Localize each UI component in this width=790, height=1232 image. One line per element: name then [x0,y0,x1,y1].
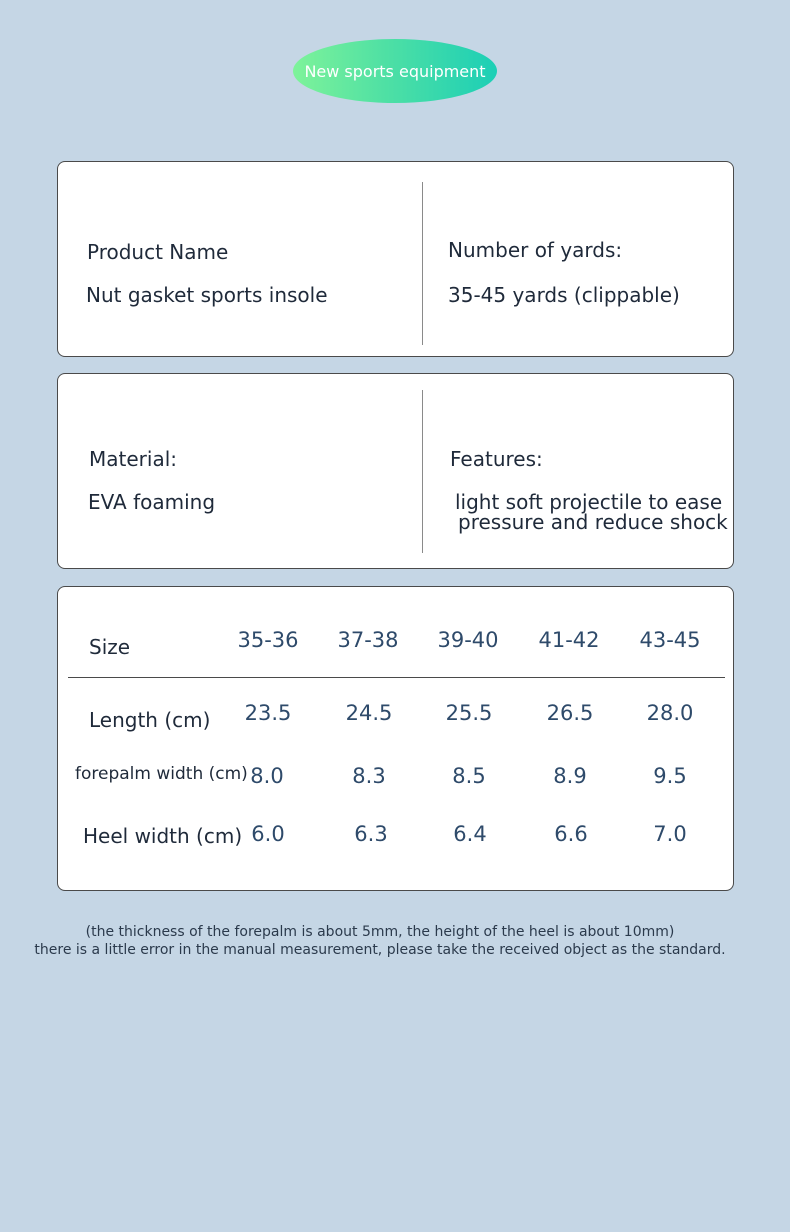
forepalm-width-cell: 8.9 [553,764,587,788]
size-chart-card [57,586,734,891]
yards-label: Number of yards: [448,238,623,262]
card-divider [422,182,423,345]
product-info-card [57,161,734,357]
features-line-2: pressure and reduce shock [458,510,728,534]
size-header-cell: 39-40 [437,628,499,652]
material-value: EVA foaming [88,490,216,514]
forepalm-width-cell: 8.3 [352,764,386,788]
features-value [455,492,728,532]
length-cell: 28.0 [646,701,694,725]
size-header-label: Size [89,635,131,659]
yards-value: 35-45 yards (clippable) [448,283,680,307]
size-header-cell: 43-45 [639,628,701,652]
heel-width-cell: 6.4 [453,822,487,846]
length-row-label: Length (cm) [89,708,211,732]
card-divider [422,390,423,553]
size-header-cell: 35-36 [237,628,299,652]
product-name-value: Nut gasket sports insole [86,283,328,307]
length-cell: 26.5 [546,701,594,725]
size-header-cell: 41-42 [538,628,600,652]
length-cell: 25.5 [445,701,493,725]
forepalm-width-cell: 8.5 [452,764,486,788]
heel-width-cell: 6.3 [354,822,388,846]
forepalm-width-cell: 8.0 [250,764,284,788]
product-name-label: Product Name [87,240,229,264]
forepalm-width-cell: 9.5 [653,764,687,788]
new-sports-equipment-badge [293,39,497,103]
forepalm-width-row-label: forepalm width (cm) [75,764,248,784]
material-features-card [57,373,734,569]
material-label: Material: [89,447,177,471]
heel-width-cell: 7.0 [653,822,687,846]
length-cell: 23.5 [244,701,292,725]
thickness-note: (the thickness of the forepalm is about 5mm, the height of the heel is about 10mm) [85,924,675,940]
heel-width-cell: 6.0 [251,822,285,846]
heel-width-cell: 6.6 [554,822,588,846]
features-label: Features: [450,447,543,471]
length-cell: 24.5 [345,701,393,725]
size-header-cell: 37-38 [337,628,399,652]
features-line-1: light soft projectile to ease [455,490,723,514]
badge-label: New sports equipment [304,61,486,81]
heel-width-row-label: Heel width (cm) [83,824,243,848]
measurement-note: there is a little error in the manual measurement, please take the received object as the standard. [34,942,726,958]
table-header-rule [68,677,725,678]
